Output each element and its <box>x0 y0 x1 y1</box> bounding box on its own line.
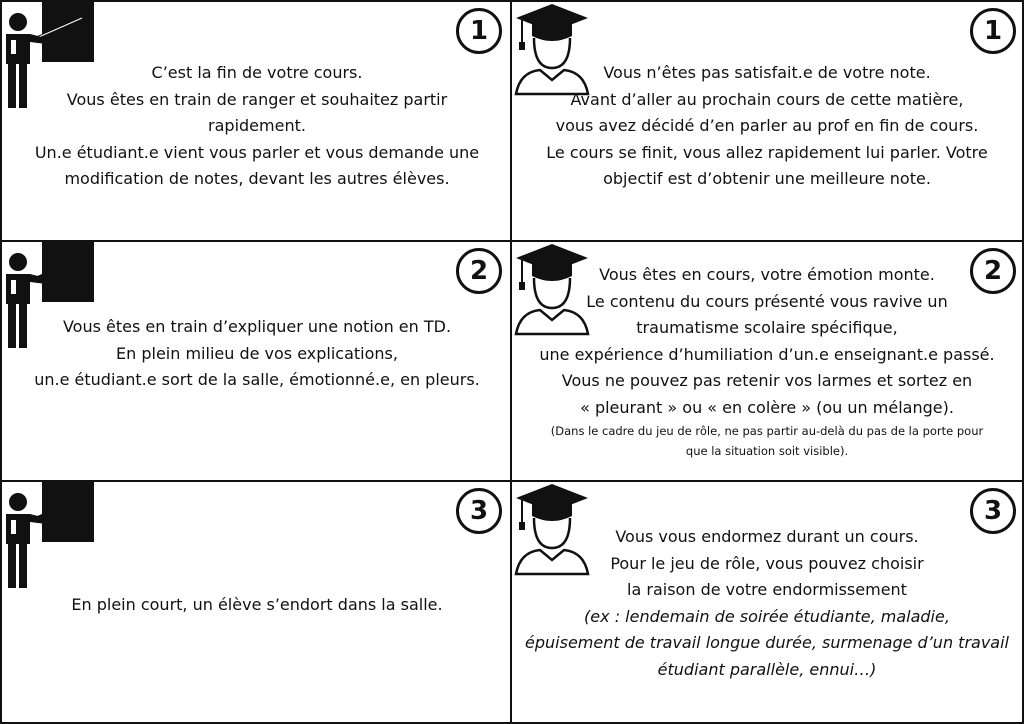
card-text-line: C’est la fin de votre cours. <box>151 63 363 82</box>
card-text-line: un.e étudiant.e sort de la salle, émotionné.e, en pleurs. <box>34 370 480 389</box>
card-teacher-1 <box>0 0 512 242</box>
card-italic-line: étudiant parallèle, ennui…) <box>657 659 877 679</box>
card-student-2 <box>510 240 1024 482</box>
card-text-line: Vous n’êtes pas satisfait.e de votre note. <box>603 63 931 82</box>
card-number-badge: 2 <box>456 248 502 294</box>
card-italic-line: épuisement de travail longue durée, surmenage d’un travail <box>525 633 1009 652</box>
card-text <box>522 262 1012 461</box>
card-text <box>12 592 502 619</box>
card-text-line: une expérience d’humiliation d’un.e enseignant.e passé. <box>539 344 995 364</box>
card-text-line: Le contenu du cours présenté vous ravive un <box>586 291 948 311</box>
teacher-at-board-icon <box>2 482 102 592</box>
card-italic-line: (ex : lendemain de soirée étudiante, maladie, <box>584 606 950 626</box>
card-note-line: que la situation soit visible). <box>685 444 849 458</box>
card-text-line: vous avez décidé d’en parler au prof en fin de cours. <box>555 116 979 135</box>
card-text-line: objectif est d’obtenir une meilleure note. <box>603 169 931 188</box>
card-teacher-3 <box>0 480 512 724</box>
card-text <box>22 60 492 193</box>
card-text-line: Vous ne pouvez pas retenir vos larmes et sortez en <box>561 371 973 390</box>
card-student-1 <box>510 0 1024 242</box>
card-text-line: « pleurant » ou « en colère » (ou un mélange). <box>580 397 954 417</box>
card-teacher-2 <box>0 240 512 482</box>
card-text-line: Vous vous endormez durant un cours. <box>615 527 919 546</box>
card-text-line: Pour le jeu de rôle, vous pouvez choisir <box>610 553 924 573</box>
card-text-line: En plein milieu de vos explications, <box>116 343 398 363</box>
card-student-3 <box>510 480 1024 724</box>
card-number-badge: 3 <box>970 488 1016 534</box>
card-number-badge: 1 <box>456 8 502 54</box>
card-text-line: En plein court, un élève s’endort dans la salle. <box>71 595 443 614</box>
card-text-line: traumatisme scolaire spécifique, <box>636 318 898 337</box>
card-text-line: la raison de votre endormissement <box>627 580 907 599</box>
card-text-line: Un.e étudiant.e vient vous parler et vous demande une <box>34 142 480 162</box>
card-number-badge: 1 <box>970 8 1016 54</box>
card-text-line: rapidement. <box>208 116 306 135</box>
card-text-line: modification de notes, devant les autres élèves. <box>64 169 450 188</box>
card-text-line: Vous êtes en cours, votre émotion monte. <box>599 265 935 284</box>
card-text <box>522 60 1012 193</box>
card-text-line: Le cours se finit, vous allez rapidement lui parler. Votre <box>546 142 988 162</box>
card-text-line: Avant d’aller au prochain cours de cette matière, <box>570 89 964 109</box>
card-note-line: (Dans le cadre du jeu de rôle, ne pas partir au-delà du pas de la porte pour <box>550 424 984 438</box>
card-number-badge: 3 <box>456 488 502 534</box>
card-text-line: Vous êtes en train d’expliquer une notion en TD. <box>62 317 452 336</box>
card-text <box>522 524 1012 683</box>
card-text-line: Vous êtes en train de ranger et souhaitez partir <box>66 89 448 109</box>
card-text <box>12 314 502 394</box>
card-number-badge: 2 <box>970 248 1016 294</box>
